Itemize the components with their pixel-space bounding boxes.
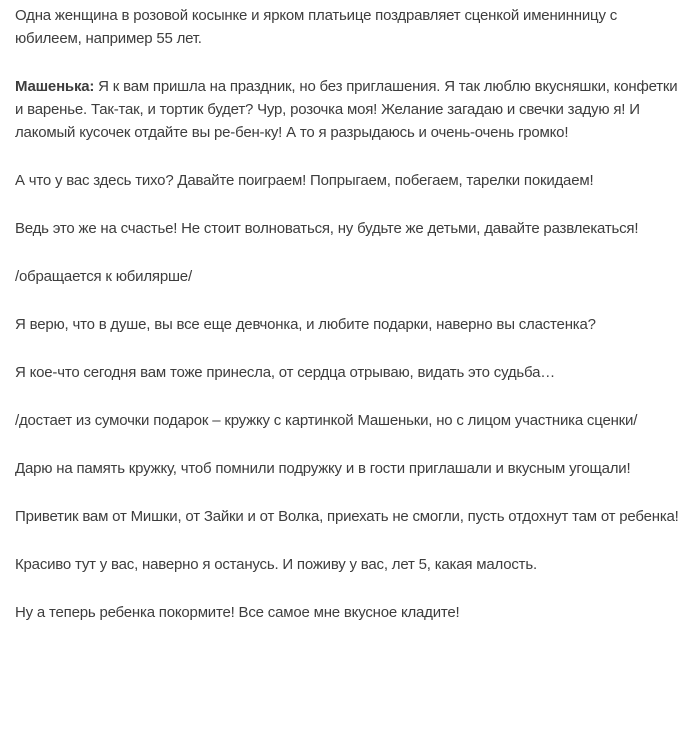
stage-direction: /достает из сумочки подарок – кружку с картинкой Машеньки, но с лицом участника сценки/ — [15, 412, 638, 429]
paragraph: Я кое-что сегодня вам тоже принесла, от сердца отрываю, видать это судьба… — [15, 364, 556, 381]
paragraph: Приветик вам от Мишки, от Зайки и от Волка, приехать не смогли, пусть отдохнут там от ребенка! — [15, 508, 679, 525]
stage-direction: /обращается к юбилярше/ — [15, 268, 192, 285]
speech-text: Я к вам пришла на праздник, но без приглашения. Я так люблю вкусняшки, конфетки и варенье. Так-так, и тортик будет? Чур, розочка моя! Желание загадаю и свечки задую я! И лакомый кусочек отдайте вы ре-бен-ку! А то я разрыдаюсь и очень-очень громко! — [15, 78, 678, 141]
paragraph: Ведь это же на счастье! Не стоит волноваться, ну будьте же детьми, давайте развлекаться! — [15, 220, 639, 237]
paragraph: Я верю, что в душе, вы все еще девчонка, и любите подарки, наверно вы сластенка? — [15, 316, 596, 333]
paragraph: А что у вас здесь тихо? Давайте поиграем! Попрыгаем, побегаем, тарелки покидаем! — [15, 172, 594, 189]
paragraph: Дарю на память кружку, чтоб помнили подружку и в гости приглашали и вкусным угощали! — [15, 460, 631, 477]
paragraph: Красиво тут у вас, наверно я останусь. И поживу у вас, лет 5, какая малость. — [15, 556, 537, 573]
paragraph: Ну а теперь ребенка покормите! Все самое мне вкусное кладите! — [15, 604, 460, 621]
intro-paragraph: Одна женщина в розовой косынке и ярком платьице поздравляет сценкой именинницу с юбилеем, например 55 лет. — [15, 7, 618, 47]
speaker-name: Машенька: — [15, 78, 95, 95]
speech-paragraph — [15, 75, 685, 144]
